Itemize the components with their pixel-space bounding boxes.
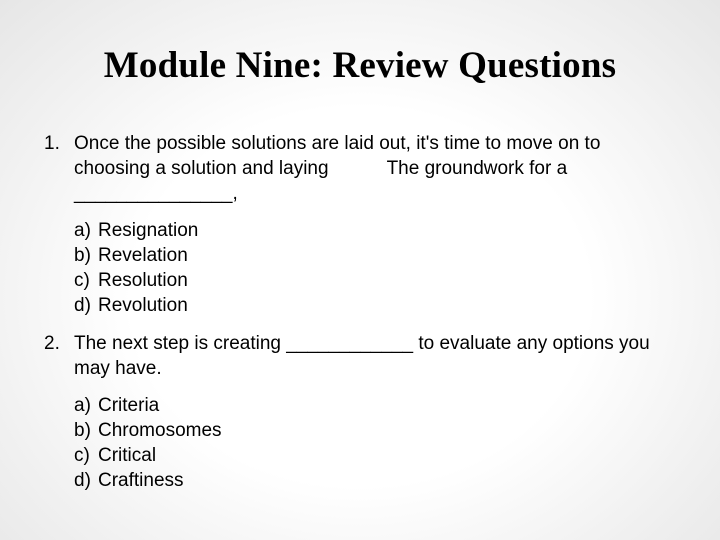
answer-options [74, 218, 694, 318]
option-letter: b) [74, 420, 91, 441]
answer-option [74, 443, 694, 468]
option-letter: b) [74, 245, 91, 266]
answer-option [74, 393, 694, 418]
option-text: Revolution [98, 295, 188, 316]
question-text-line [74, 156, 694, 181]
option-letter: c) [74, 445, 90, 466]
question-text-fragment: The groundwork for a [386, 158, 568, 179]
answer-option [74, 293, 694, 318]
answer-option [74, 468, 694, 493]
option-text: Criteria [98, 395, 160, 416]
answer-blank: _______________, [74, 183, 238, 204]
question-number: 1. [44, 133, 60, 154]
option-text: Craftiness [98, 470, 184, 491]
answer-option [74, 218, 694, 243]
option-text: Revelation [98, 245, 188, 266]
answer-option [74, 268, 694, 293]
option-letter: a) [74, 220, 91, 241]
question-2 [44, 331, 694, 493]
question-text-line: The next step is creating ____________ to evaluate any options you [74, 333, 650, 354]
slide-title: Module Nine: Review Questions [103, 45, 617, 86]
answer-options [74, 393, 694, 493]
question-text-line: Once the possible solutions are laid out, it's time to move on to [74, 133, 601, 154]
question-number: 2. [44, 333, 60, 354]
answer-option [74, 418, 694, 443]
option-text: Chromosomes [98, 420, 222, 441]
question-text-line: may have. [74, 358, 162, 379]
option-letter: d) [74, 295, 91, 316]
question-1 [44, 131, 694, 318]
option-letter: c) [74, 270, 90, 291]
question-body [74, 131, 694, 318]
question-body [74, 331, 694, 493]
option-text: Resolution [98, 270, 188, 291]
answer-option [74, 243, 694, 268]
question-text-fragment: choosing a solution and laying [74, 158, 329, 179]
option-text: Resignation [98, 220, 199, 241]
option-letter: a) [74, 395, 91, 416]
option-text: Critical [98, 445, 157, 466]
option-letter: d) [74, 470, 91, 491]
question-list [44, 131, 694, 493]
